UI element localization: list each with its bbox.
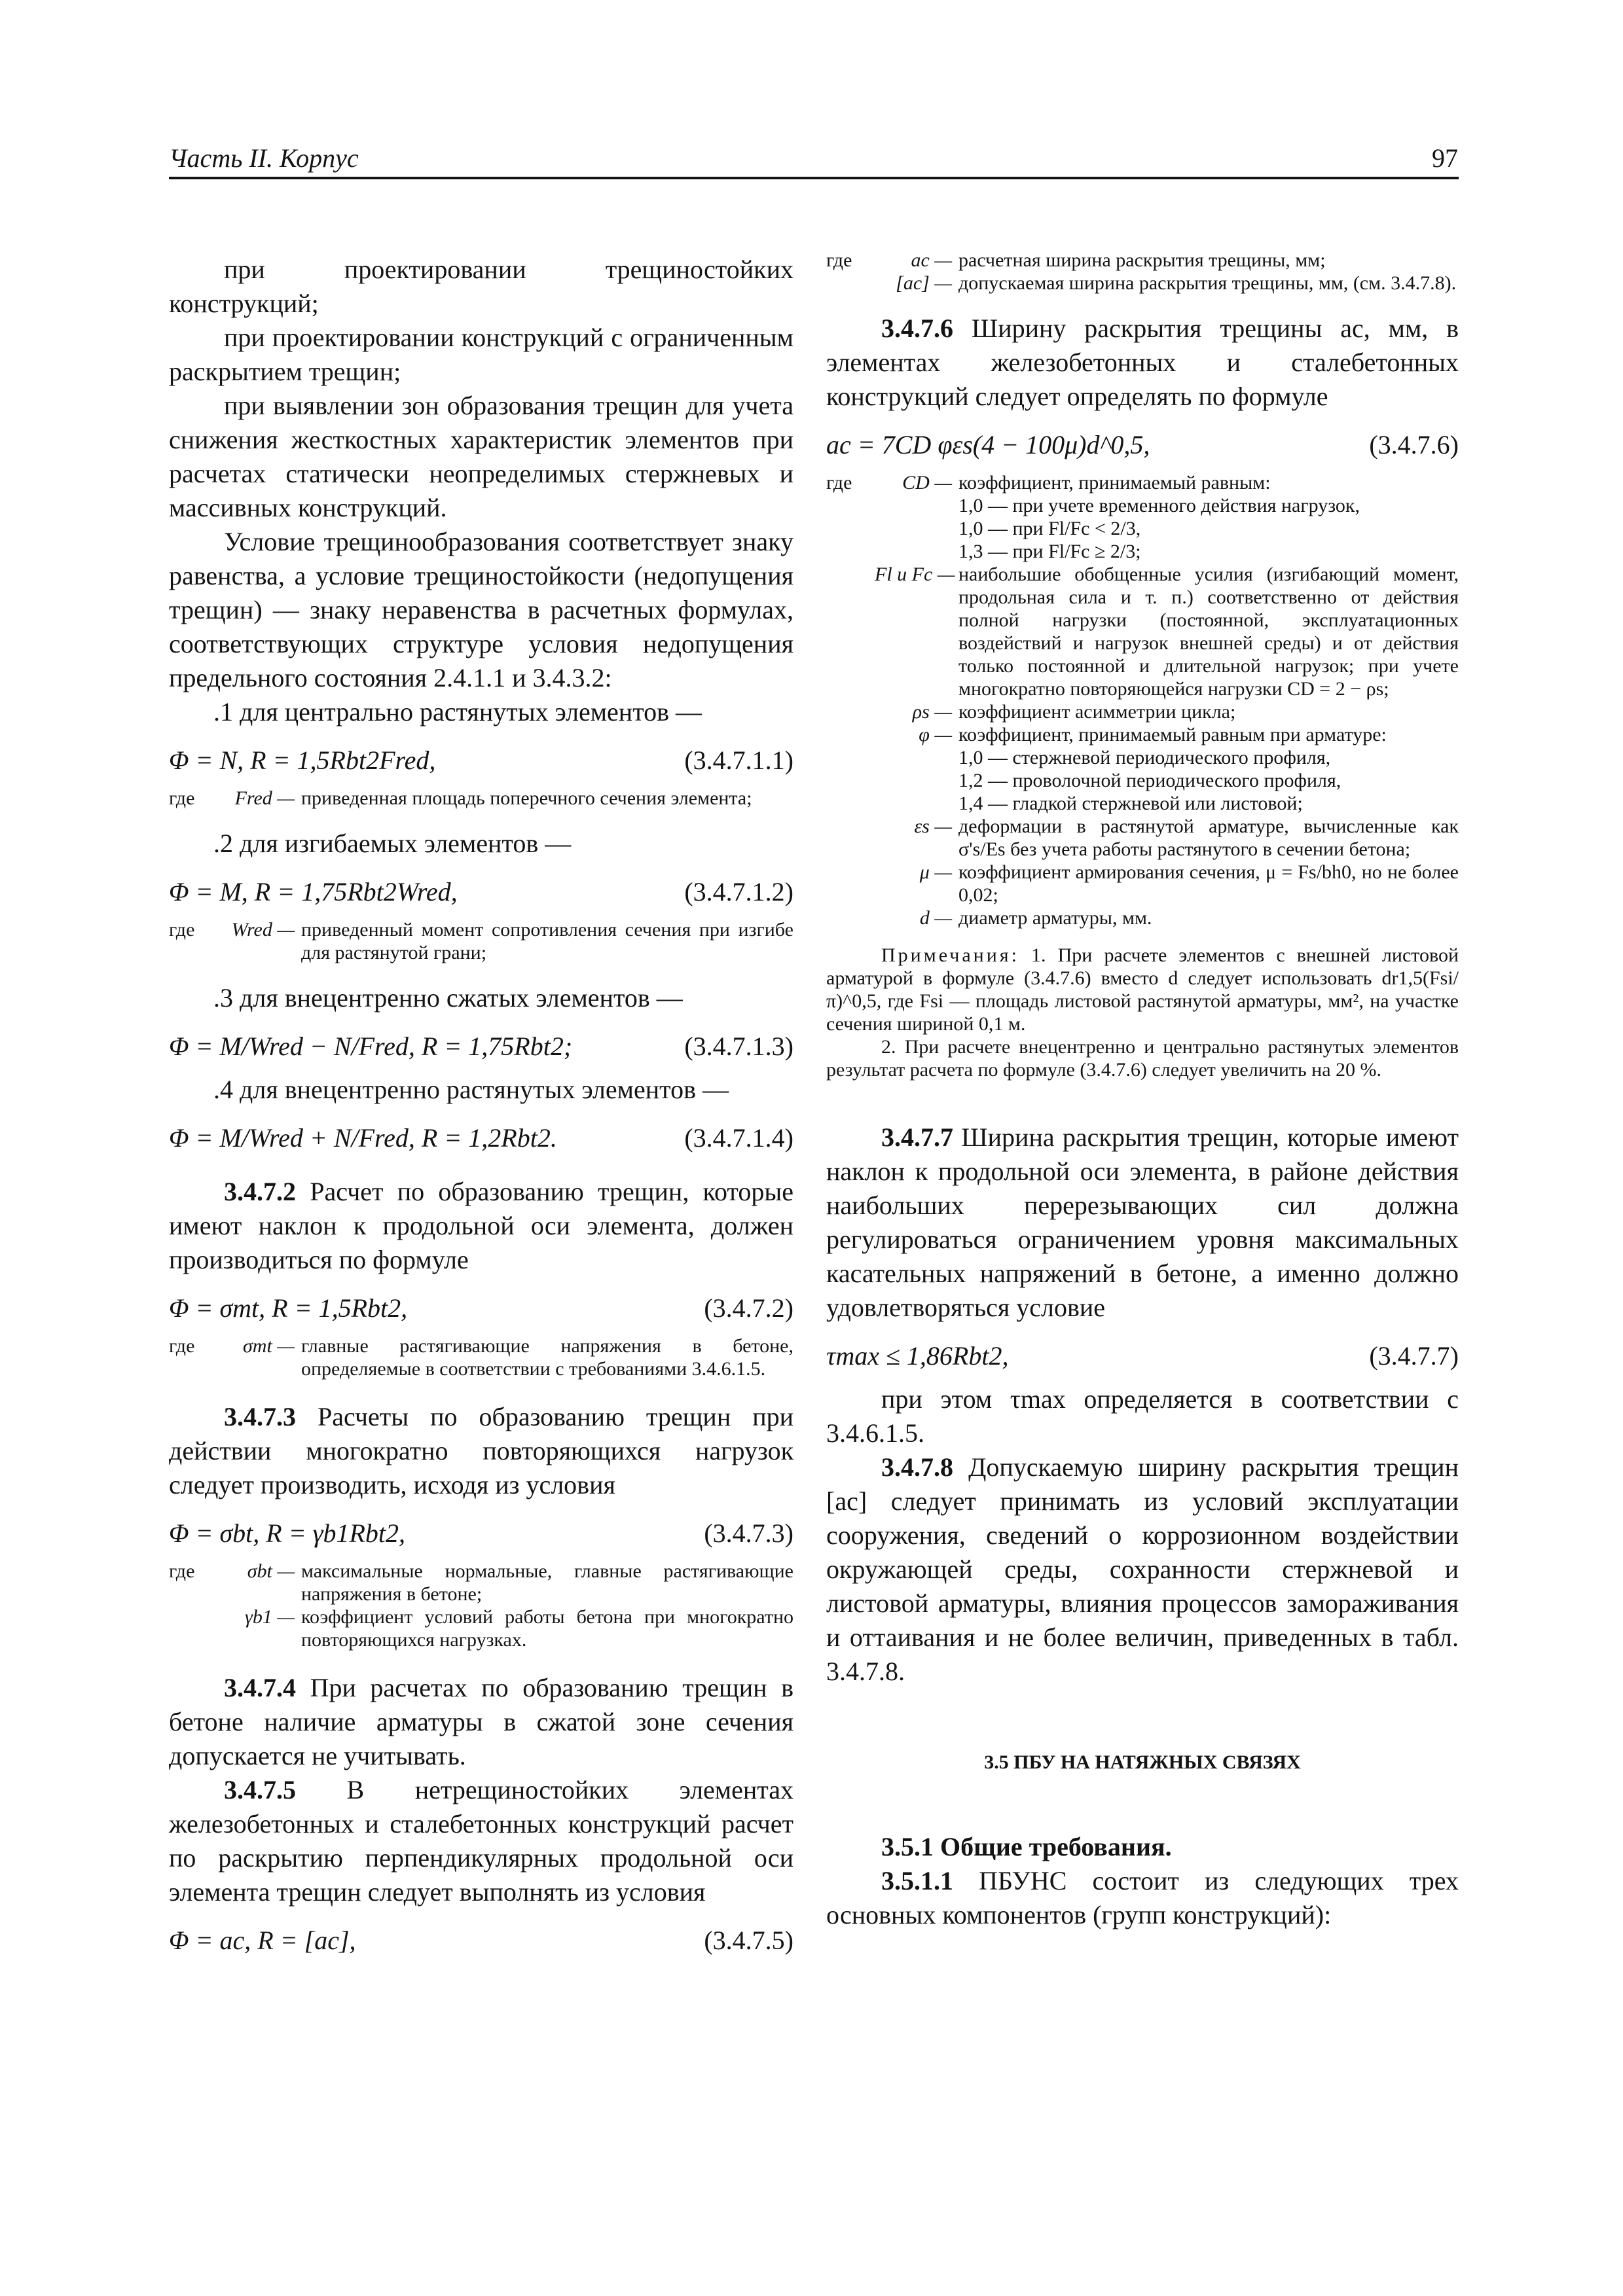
formula (169, 1924, 793, 1958)
symbol: Fl и Fc — (875, 564, 955, 585)
clause-3-4-7-2 (169, 1175, 793, 1277)
clause-text: При расчетах по образованию трещин в бетоне наличие арматуры в сжатой зоне сечения допускается не учитывать. (169, 1673, 794, 1770)
formula (826, 1339, 1459, 1373)
note-1 (826, 944, 1459, 1035)
formula-number: (3.4.7.1.1) (684, 745, 793, 775)
formula (826, 428, 1459, 462)
formula-number: (3.4.7.7) (1369, 1341, 1459, 1371)
symbol: εs — (914, 816, 952, 837)
running-header: Часть II. Корпус (169, 143, 359, 173)
formula-expression: Φ = σbt, R = γb1Rbt2, (169, 1518, 406, 1548)
symbol-value-line: 1,3 — при Fl/Fc ≥ 2/3; (958, 541, 1141, 562)
symbol-description: диаметр арматуры, мм. (958, 907, 1152, 929)
where-label: где (169, 1335, 195, 1357)
where-block (826, 471, 1459, 929)
clause-3-4-7-6 (826, 312, 1459, 414)
formula-number: (3.4.7.5) (704, 1926, 793, 1955)
formula-expression: Φ = M, R = 1,75Rbt2Wred, (169, 877, 458, 906)
clause-3-4-7-5 (169, 1773, 793, 1909)
paragraph: при проектировании трещиностойких конструкций; (169, 255, 793, 318)
symbol-description: приведенная площадь поперечного сечения элемента; (301, 787, 752, 809)
symbol: Wred — (231, 919, 295, 941)
list-item: .3 для внецентренно сжатых элементов — (213, 983, 683, 1013)
paragraph: Условие трещинообразования соответствует знаку равенства, а условие трещиностойкости (недопущения трещин) — знаку неравенства в расчетных формулах, соответствующих структуре условия недопущения предельного состояния 2.4.1.1 и 3.4.3.2: (169, 527, 793, 692)
where-label: где (169, 919, 195, 941)
clause-text: Расчеты по образованию трещин при действии многократно повторяющихся нагрузок следует производить, исходя из условия (169, 1402, 794, 1499)
where-label: где (169, 787, 195, 809)
clause-number: 3.4.7.5 (224, 1775, 296, 1804)
formula-expression: ac = 7CD φεs(4 − 100μ)d^0,5, (826, 430, 1150, 459)
notes-block (826, 944, 1459, 1081)
formula (169, 1121, 793, 1155)
formula (169, 875, 793, 909)
clause-text: В нетрещиностойких элементах железобетонных и сталебетонных конструкций расчет по раскрытию перпендикулярных продольной оси элемента трещин следует выполнять из условия (169, 1775, 794, 1907)
where-block (169, 1335, 793, 1380)
where-block (169, 918, 793, 964)
symbol: ρs — (912, 701, 952, 723)
formula-expression: Φ = ac, R = [ac], (169, 1926, 356, 1955)
notes-label: Примечания: (881, 944, 1019, 966)
page-number: 97 (1432, 143, 1458, 173)
clause-3-4-7-3 (169, 1400, 793, 1502)
where-block (826, 249, 1459, 295)
section-title: 3.5 ПБУ НА НАТЯЖНЫХ СВЯЗЯХ (984, 1751, 1301, 1773)
clause-number: 3.5.1.1 (881, 1866, 953, 1895)
symbol-description: главные растягивающие напряжения в бетоне, определяемые в соответствии с требованиями 3.4.6.1.5. (301, 1335, 793, 1380)
clause-text: Допускаемую ширину раскрытия трещин [ac] следует принимать из условий эксплуатации сооружения, сведений о коррозионном воздействии окружающей среды, сохранности стержневой и листовой арматуры, влияния процессов замораживания и оттаивания и не более величин, приведенных в табл. 3.4.7.8. (826, 1452, 1459, 1686)
left-column (169, 253, 793, 1967)
note-2: 2. При расчете внецентренно и центрально растянутых элементов результат расчета по формуле (3.4.7.6) следует увеличить на 20 %. (826, 1036, 1459, 1081)
symbol-value-line: 1,0 — стержневой периодического профиля, (958, 747, 1331, 768)
formula (169, 744, 793, 778)
symbol: φ — (919, 724, 952, 745)
symbol-value-line: 1,0 — при Fl/Fc < 2/3, (958, 518, 1141, 539)
formula-number: (3.4.7.1.3) (684, 1031, 793, 1061)
symbol-description: коэффициент, принимаемый равным: (958, 472, 1271, 493)
symbol: ac — (911, 249, 952, 271)
formula-number: (3.4.7.3) (704, 1518, 793, 1548)
symbol-description: приведенный момент сопротивления сечения при изгибе для растянутой грани; (301, 919, 793, 963)
clause-text: ПБУНС состоит из следующих трех основных компонентов (групп конструкций): (826, 1866, 1459, 1929)
clause-number: 3.4.7.3 (224, 1402, 296, 1431)
clause-3-4-7-7 (826, 1121, 1459, 1325)
formula-expression: Φ = M/Wred − N/Fred, R = 1,75Rbt2; (169, 1031, 573, 1061)
formula (169, 1291, 793, 1325)
symbol: d — (919, 907, 952, 929)
formula-expression: Φ = M/Wred + N/Fred, R = 1,2Rbt2. (169, 1123, 557, 1153)
clause-number: 3.4.7.8 (881, 1452, 953, 1482)
subsection-heading: 3.5.1 Общие требования. (881, 1832, 1172, 1861)
symbol-description: коэффициент, принимаемый равным при арматуре: (958, 724, 1387, 745)
where-block (169, 787, 793, 810)
clause-3-4-7-8 (826, 1450, 1459, 1689)
symbol: σbt — (247, 1560, 295, 1582)
symbol: [ac] — (896, 272, 952, 294)
where-label: где (826, 249, 852, 271)
header-rule (169, 177, 1459, 179)
symbol-description: допускаемая ширина раскрытия трещины, мм, (см. 3.4.7.8). (958, 272, 1457, 294)
clause-text: Ширину раскрытия трещины ac, мм, в элементах железобетонных и сталебетонных конструкций следует определять по формуле (826, 314, 1459, 411)
note-text: 1. При расчете элементов с внешней листовой арматурой в формуле (3.4.7.6) вместо d следует использовать dr1,5(Fsi/π)^0,5, где Fsi — площадь листовой растянутой арматуры, мм², на участке сечения шириной 0,1 м. (826, 944, 1459, 1035)
paragraph: при проектировании конструкций с ограниченным раскрытием трещин; (169, 323, 793, 386)
list-item: .4 для внецентренно растянутых элементов — (213, 1075, 729, 1104)
symbol-value-line: 1,4 — гладкой стержневой или листовой; (958, 793, 1303, 814)
clause-text: Ширина раскрытия трещин, которые имеют наклон к продольной оси элемента, в районе действия наибольших перерезывающих сил должна регулироваться ограничением уровня максимальных касательных напряжений в бетоне, а именно должно удовлетворяться условие (826, 1122, 1459, 1322)
symbol-description: коэффициент асимметрии цикла; (958, 701, 1236, 723)
paragraph: при этом τmax определяется в соответствии с 3.4.6.1.5. (826, 1384, 1459, 1448)
symbol-value-line: 1,2 — проволочной периодического профиля, (958, 770, 1341, 791)
clause-number: 3.4.7.6 (881, 314, 953, 343)
clause-3-5-1-1 (826, 1864, 1459, 1932)
where-label: где (169, 1560, 195, 1582)
symbol-description: наибольшие обобщенные усилия (изгибающий момент, продольная сила и т. п.) соответственно от действия полной нагрузки (постоянной, эксплуатационных воздействий и нагрузок внешней среды) и от действия только постоянной и длительной нагрузок; при учете многократно повторяющейся нагрузки CD = 2 − ρs; (958, 564, 1459, 700)
clause-number: 3.4.7.7 (881, 1122, 953, 1152)
formula-number: (3.4.7.1.4) (684, 1123, 793, 1153)
formula-number: (3.4.7.1.2) (684, 877, 793, 906)
clause-text: Расчет по образованию трещин, которые имеют наклон к продольной оси элемента, должен производиться по формуле (169, 1177, 793, 1274)
formula-expression: Φ = N, R = 1,5Rbt2Fred, (169, 745, 436, 775)
symbol-description: расчетная ширина раскрытия трещины, мм; (958, 249, 1326, 271)
formula-expression: τmax ≤ 1,86Rbt2, (826, 1341, 1009, 1371)
symbol: γb1 — (245, 1606, 295, 1628)
symbol: Fred — (234, 787, 295, 809)
formula-number: (3.4.7.6) (1369, 430, 1459, 459)
symbol: σmt — (243, 1335, 295, 1357)
symbol: μ — (919, 861, 952, 883)
symbol-value-line: 1,0 — при учете временного действия нагрузок, (958, 495, 1360, 516)
list-item: .2 для изгибаемых элементов — (213, 829, 572, 858)
clause-number: 3.4.7.2 (224, 1177, 296, 1206)
symbol: CD — (902, 472, 952, 493)
symbol-description: коэффициент условий работы бетона при многократно повторяющихся нагрузках. (301, 1606, 793, 1651)
symbol-description: деформации в растянутой арматуре, вычисленные как σ's/Es без учета работы растянутого в сечении бетона; (958, 816, 1459, 860)
where-block (169, 1560, 793, 1651)
clause-3-4-7-4 (169, 1671, 793, 1773)
where-label: где (826, 472, 852, 493)
symbol-description: коэффициент армирования сечения, μ = Fs/bh0, но не более 0,02; (958, 861, 1459, 906)
list-item: .1 для центрально растянутых элементов — (213, 697, 702, 726)
formula (169, 1516, 793, 1551)
clause-number: 3.4.7.4 (224, 1673, 296, 1702)
paragraph: при выявлении зон образования трещин для учета снижения жесткостных характеристик элементов при расчетах статически неопределимых стержневых и массивных конструкций. (169, 391, 793, 522)
right-column (826, 249, 1459, 1932)
formula-expression: Φ = σmt, R = 1,5Rbt2, (169, 1293, 408, 1323)
formula (169, 1030, 793, 1064)
symbol-description: максимальные нормальные, главные растягивающие напряжения в бетоне; (301, 1560, 793, 1605)
formula-number: (3.4.7.2) (704, 1293, 793, 1323)
